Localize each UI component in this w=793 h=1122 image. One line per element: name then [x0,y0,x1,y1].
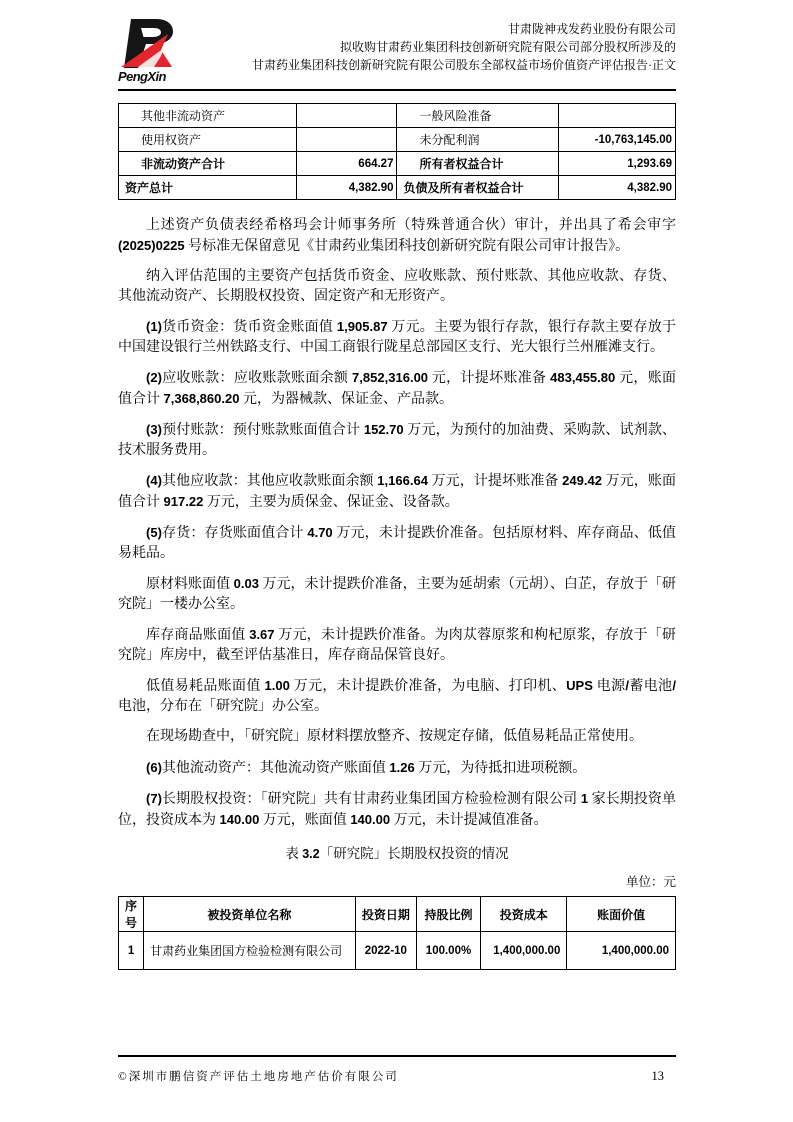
balance-value: 4,382.90 [297,176,397,200]
balance-value: 1,293.69 [559,152,676,176]
investment-cell: 100.00% [416,932,480,970]
balance-label: 使用权资产 [119,128,297,152]
paragraph: 库存商品账面值 3.67 万元，未计提跌价准备。为肉苁蓉原浆和枸杞原浆，存放于「研究院」库房中，截至评估基准日，库存商品保管良好。 [118,627,677,663]
paragraph: (2)应收账款：应收账款账面余额 7,852,316.00 元，计提坏账准备 483,455.80 元，账面值合计 7,368,860.20 元，为器械款、保证金、产品款。 [118,370,677,407]
balance-value [559,104,676,128]
balance-label: 其他非流动资产 [119,104,297,128]
investment-cell: 甘肃药业集团国方检验检测有限公司 [144,932,356,970]
paragraph: (6)其他流动资产：其他流动资产账面值 1.26 万元，为待抵扣进项税额。 [146,759,587,776]
investment-column-header: 投资成本 [481,897,567,932]
page-number: 13 [651,1069,664,1083]
body-paragraphs [118,216,676,830]
balance-label: 所有者权益合计 [397,152,559,176]
header-line-company: 甘肃陇神戎发药业股份有限公司 [507,22,676,36]
header-title-block [252,18,676,74]
footer-divider [118,1055,676,1057]
balance-label: 资产总计 [119,176,297,200]
balance-row [119,152,676,176]
pengxin-logo [118,18,202,84]
investment-cell: 1,400,000.00 [567,932,676,970]
balance-value: 4,382.90 [559,176,676,200]
investment-column-header: 序号 [119,897,144,932]
page-footer [118,1055,676,1084]
balance-row [119,176,676,200]
pengxin-logo-icon [118,18,180,70]
investment-column-header: 账面价值 [567,897,676,932]
paragraph: (3)预付账款：预付账款账面值合计 152.70 万元，为预付的加油费、采购款、试剂款、技术服务费用。 [118,422,676,458]
table-3-2-caption: 表 3.2「研究院」长期股权投资的情况 [285,846,509,861]
investment-cell: 1,400,000.00 [481,932,567,970]
paragraph: 原材料账面值 0.03 万元，未计提跌价准备，主要为延胡索（元胡）、白芷，存放于「研究院」一楼办公室。 [118,576,676,612]
balance-row [119,128,676,152]
unit-note: 单位：元 [625,875,676,889]
balance-value: -10,763,145.00 [559,128,676,152]
header-divider [118,89,676,91]
paragraph: (7)长期股权投资：「研究院」共有甘肃药业集团国方检验检测有限公司 1 家长期投资单位，投资成本为 140.00 万元，账面值 140.00 万元，未计提减值准备。 [118,791,677,828]
paragraph: 低值易耗品账面值 1.00 万元，未计提跌价准备，为电脑、打印机、UPS 电源/蓄电池/电池，分布在「研究院」办公室。 [118,678,677,714]
header-line-report-title: 甘肃药业集团科技创新研究院有限公司股东全部权益市场价值资产评估报告·正文 [252,58,676,72]
investment-table [118,896,676,970]
balance-row [119,104,676,128]
balance-value [297,104,397,128]
page-header [118,18,676,84]
header-line-transaction: 拟收购甘肃药业集团科技创新研究院有限公司部分股权所涉及的 [339,40,676,54]
pengxin-logo-wordmark: PengXin [118,69,166,84]
investment-column-header: 持股比例 [416,897,480,932]
investment-cell: 1 [119,932,144,970]
investment-row [119,932,676,970]
balance-value [297,128,397,152]
investment-column-header: 被投资单位名称 [144,897,356,932]
balance-value: 664.27 [297,152,397,176]
balance-label: 未分配利润 [397,128,559,152]
balance-label: 负债及所有者权益合计 [397,176,559,200]
paragraph: (5)存货：存货账面值合计 4.70 万元，未计提跌价准备。包括原材料、库存商品、低值易耗品。 [118,525,677,561]
paragraph: (1)货币资金：货币资金账面值 1,905.87 万元。主要为银行存款，银行存款主要存放于中国建设银行兰州铁路支行、中国工商银行陇星总部园区支行、光大银行兰州雁滩支行。 [118,319,677,355]
paragraph: 纳入评估范围的主要资产包括货币资金、应收账款、预付账款、其他应收款、存货、其他流动资产、长期股权投资、固定资产和无形资产。 [118,269,676,304]
paragraph: 上述资产负债表经希格玛会计师事务所（特殊普通合伙）审计，并出具了希会审字(2025)0225 号标准无保留意见《甘肃药业集团科技创新研究院有限公司审计报告》。 [118,218,676,254]
balance-label: 非流动资产合计 [119,152,297,176]
paragraph: (4)其他应收款：其他应收款账面余额 1,166.64 万元，计提坏账准备 249.42 万元，账面值合计 917.22 万元，主要为质保金、保证金、设备款。 [118,473,677,510]
investment-table-header-row [119,897,676,932]
footer-copyright: ©深圳市鹏信资产评估土地房地产估价有限公司 [118,1071,399,1083]
paragraph: 在现场勘查中，「研究院」原材料摆放整齐、按规定存储，低值易耗品正常使用。 [146,729,643,744]
investment-cell: 2022-10 [355,932,416,970]
balance-sheet-table [118,103,676,200]
investment-column-header: 投资日期 [355,897,416,932]
balance-label: 一般风险准备 [397,104,559,128]
